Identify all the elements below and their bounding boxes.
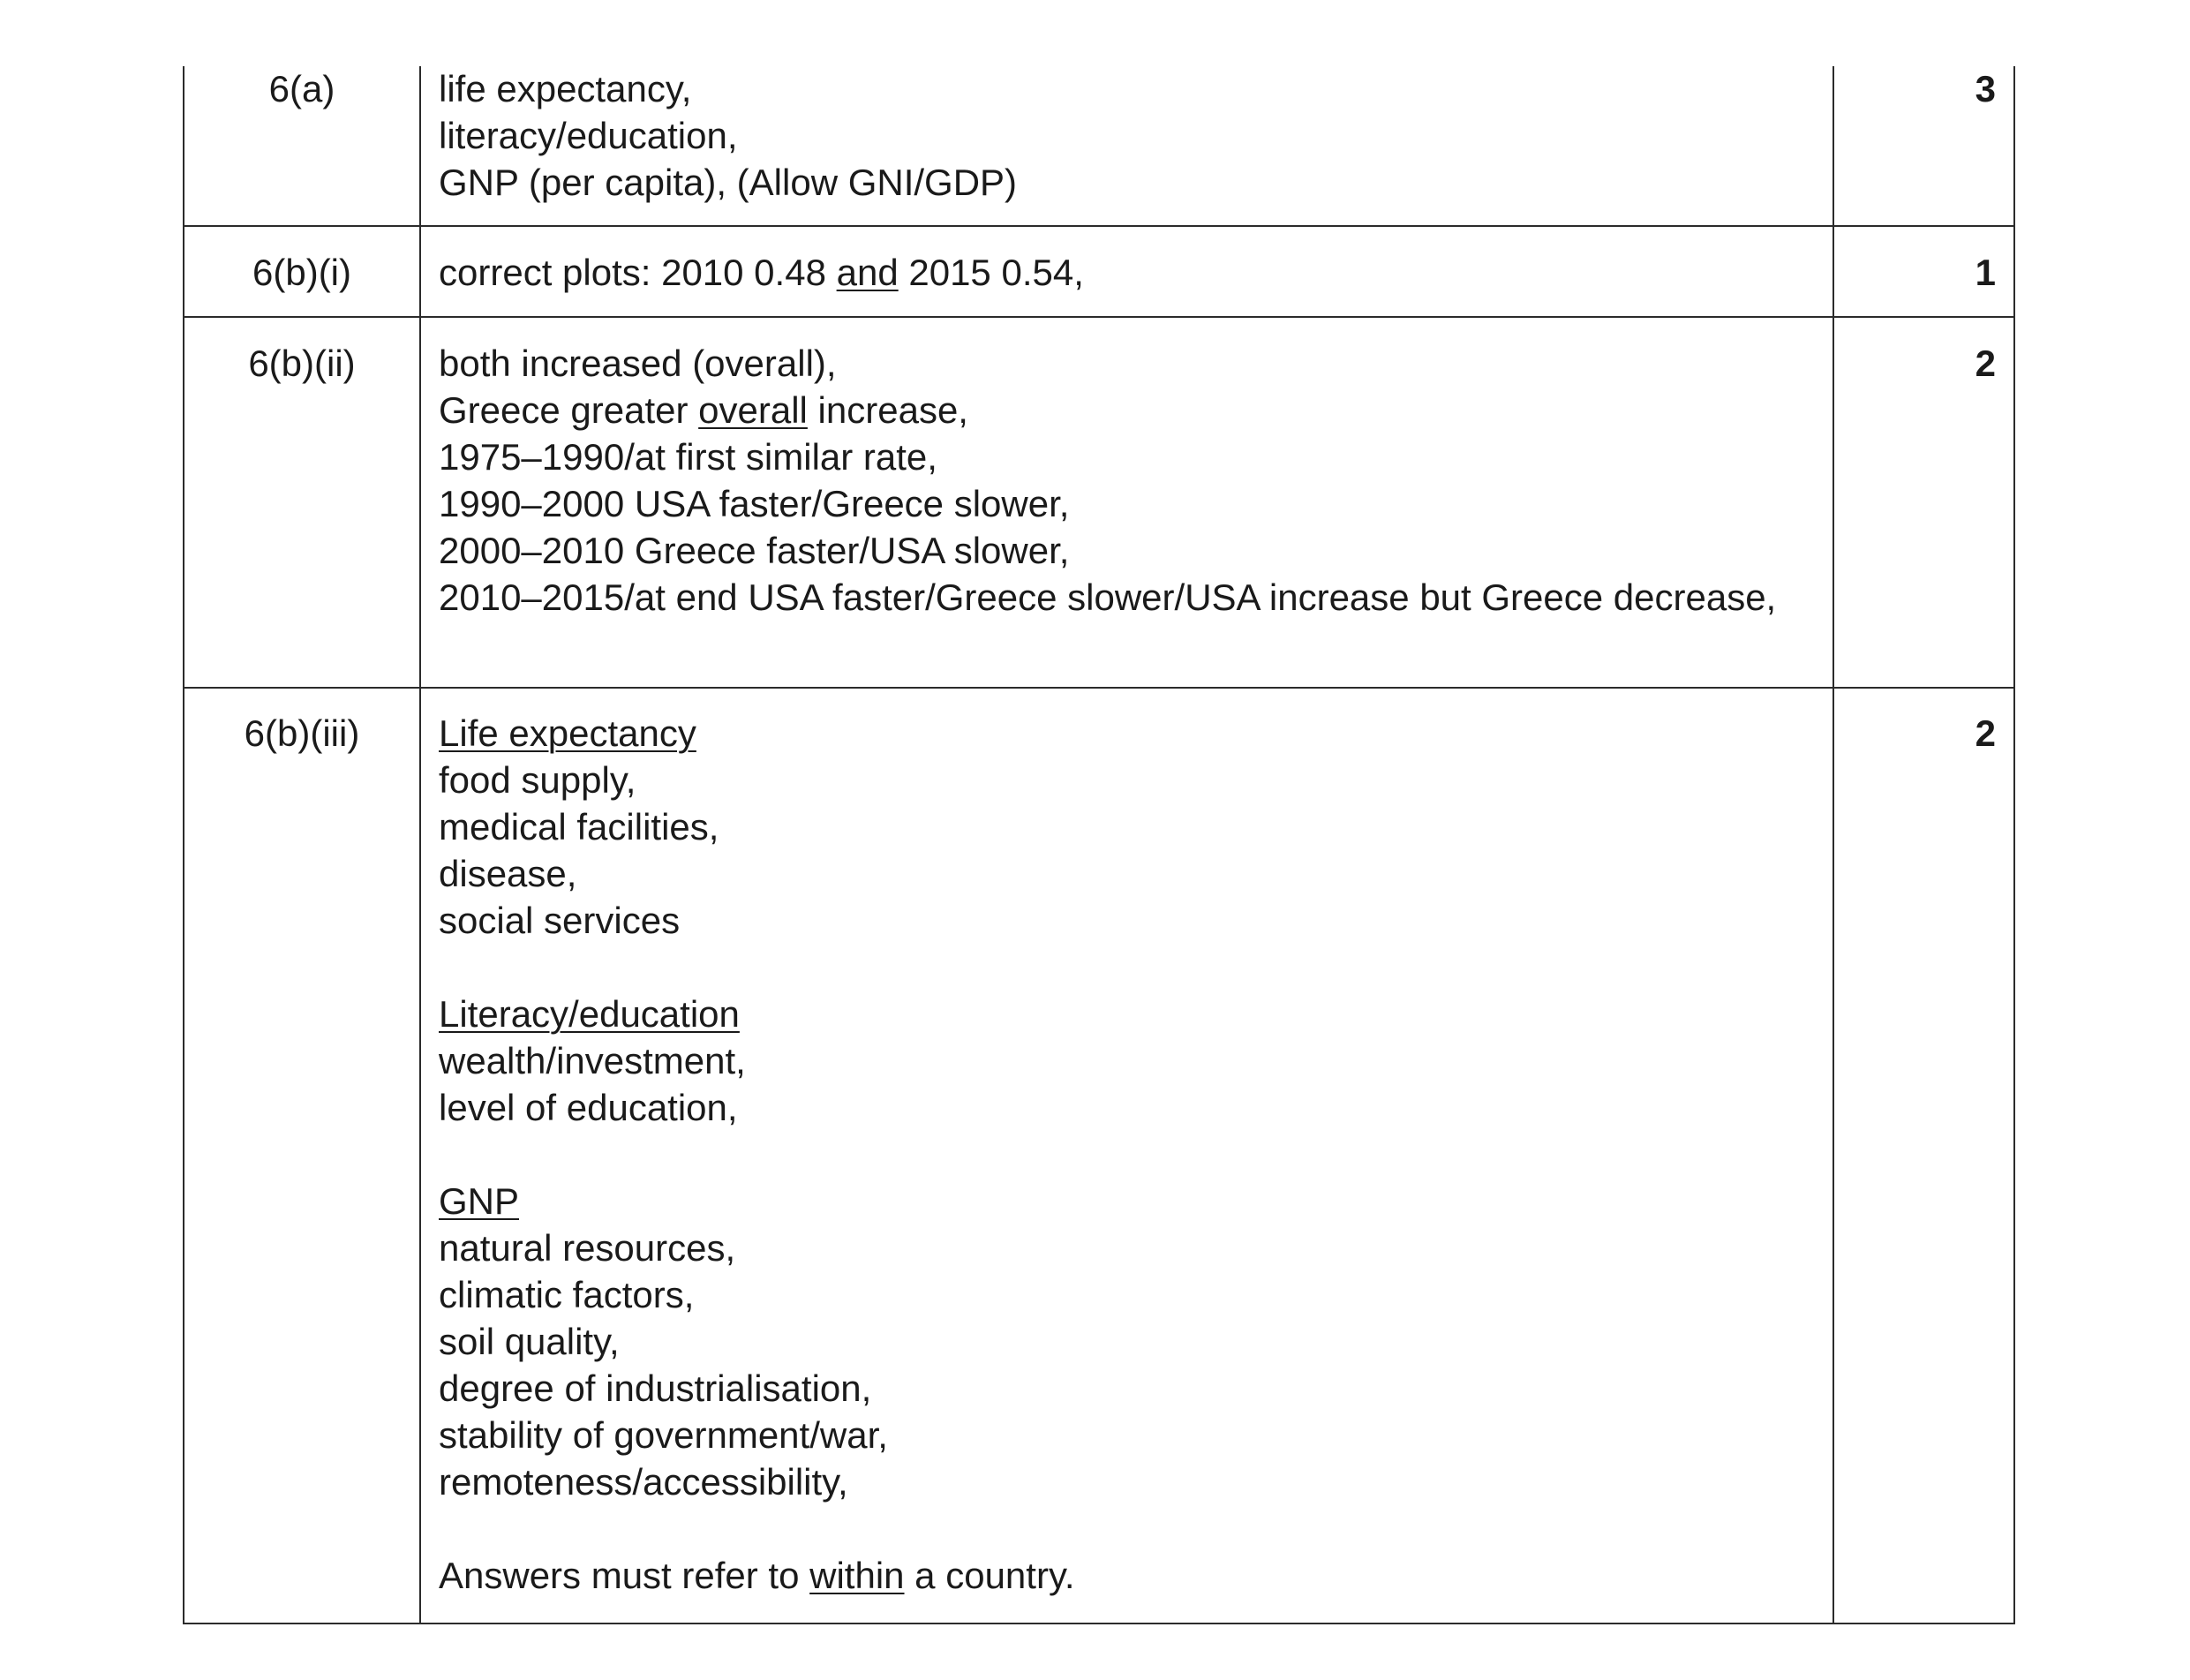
question-number: 6(b)(iii) (244, 712, 360, 754)
row-divider (183, 316, 2015, 318)
answer-cell (439, 710, 1825, 1599)
table-border-bottom (183, 1623, 2015, 1624)
column-divider-marks (1833, 66, 1834, 1624)
answer-line: literacy/education, (439, 115, 738, 156)
marks-value: 2 (1975, 343, 1996, 384)
answer-text: correct plots: 2010 0.48 (439, 252, 837, 293)
answer-cell (439, 340, 1825, 621)
marks-value: 2 (1975, 712, 1996, 754)
underlined-keyword: within (809, 1555, 905, 1596)
answer-line: 2000–2010 Greece faster/USA slower, (439, 530, 1070, 571)
answer-text: 2015 0.54, (898, 252, 1084, 293)
answer-line: 1975–1990/at first similar rate, (439, 436, 937, 478)
answer-line: wealth/investment, (439, 1040, 746, 1081)
underlined-heading: Life expectancy (439, 712, 696, 754)
answer-text: Answers must refer to (439, 1555, 810, 1596)
marks-value: 1 (1975, 252, 1996, 293)
spacer (439, 944, 1825, 991)
answer-line: both increased (overall), (439, 343, 837, 384)
underlined-heading: GNP (439, 1180, 520, 1222)
answer-line: food supply, (439, 759, 636, 801)
spacer (439, 1131, 1825, 1178)
answer-cell (439, 249, 1825, 296)
underlined-heading: Literacy/education (439, 993, 740, 1035)
answer-line (439, 387, 1825, 433)
answer-cell (439, 65, 1825, 206)
question-number: 6(b)(ii) (248, 343, 356, 384)
underlined-keyword: overall (698, 389, 808, 431)
answer-note (439, 1552, 1825, 1599)
answer-line: climatic factors, (439, 1274, 695, 1315)
answer-line: degree of industrialisation, (439, 1367, 872, 1409)
answer-line: social services (439, 900, 681, 941)
column-divider-answer (419, 66, 421, 1624)
table-border-left (183, 66, 184, 1624)
answer-line: GNP (per capita), (Allow GNI/GDP) (439, 162, 1018, 203)
underlined-keyword: and (836, 252, 899, 293)
row-divider (183, 687, 2015, 689)
answer-line: disease, (439, 853, 577, 894)
answer-line: remoteness/accessibility, (439, 1461, 848, 1503)
section-heading-life-expectancy (439, 710, 1825, 757)
section-heading-gnp (439, 1178, 1825, 1224)
answer-line: life expectancy, (439, 68, 692, 109)
table-border-right (2013, 66, 2015, 1624)
answer-text: a country. (904, 1555, 1075, 1596)
spacer (439, 1505, 1825, 1552)
marks-value: 3 (1975, 68, 1996, 109)
answer-text: Greece greater (439, 389, 699, 431)
answer-line: stability of government/war, (439, 1414, 888, 1456)
question-number: 6(a) (268, 68, 335, 109)
answer-text: increase, (807, 389, 968, 431)
answer-line: soil quality, (439, 1321, 620, 1362)
section-heading-literacy (439, 991, 1825, 1037)
row-divider (183, 225, 2015, 227)
answer-line (439, 249, 1825, 296)
answer-line: 1990–2000 USA faster/Greece slower, (439, 483, 1070, 524)
answer-line: natural resources, (439, 1227, 736, 1269)
question-number: 6(b)(i) (252, 252, 351, 293)
answer-line: 2010–2015/at end USA faster/Greece slower/USA increase but Greece decrease, (439, 576, 1777, 618)
answer-line: medical facilities, (439, 806, 719, 848)
answer-line: level of education, (439, 1087, 738, 1128)
